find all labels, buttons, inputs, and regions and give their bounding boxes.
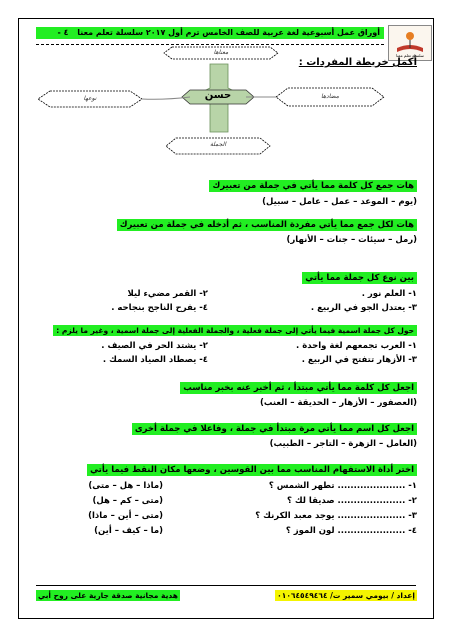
exercise-7-options-2: (متى – كم – هل) <box>92 496 163 506</box>
exercise-6-instruction: اجعل كل اسم مما يأتي مرة مبتدأ في جملة ، وفاعلا في جملة أخرى <box>132 423 417 435</box>
exercise-7-question-4: ٤- ..................... لون الموز ؟ <box>285 526 417 536</box>
map-label-top: معناها <box>213 49 229 56</box>
vocabulary-map <box>0 0 453 175</box>
map-label-bottom: الجملة <box>209 141 227 148</box>
footer-author: إعداد / بيومي سمير ت/ ٠١٠٦٤٥٤٩٤٦٤ <box>277 591 415 600</box>
exercise-7-question-3: ٣- ..................... يوجد معبد الكرنك ؟ <box>255 511 417 521</box>
exercise-7-options-3: (متى – أين – ماذا) <box>88 511 163 521</box>
exercise-3-item-1: ١- العلم نور . <box>361 289 417 299</box>
footer-dedication: هدية مجانية صدقة جارية على روح أبي <box>38 591 178 600</box>
footer-rule <box>36 585 416 586</box>
exercise-7-options-1: (ماذا – هل – متى) <box>88 481 163 491</box>
exercise-1-content: (يوم – الموعد – عمل – عامل – سبيل) <box>262 197 417 207</box>
exercise-7-options-4: (ما – كيف – أين) <box>94 526 163 536</box>
exercise-7-question-2: ٢- ..................... صديقا لك ؟ <box>286 496 417 506</box>
exercise-3-instruction: بين نوع كل جملة مما يأتي <box>302 272 417 284</box>
exercise-5-content: (العصفور – الأزهار – الحديقة – العنب) <box>260 398 417 408</box>
exercise-4-instruction: حول كل جملة اسمية فيما يأتي إلى جملة فعلية ، والجملة الفعلية إلى جملة اسمية ، وغير ما يلزم : <box>53 325 417 336</box>
exercise-4-item-1: ١- العرب تجمعهم لغة واحدة . <box>296 341 417 351</box>
header-title-text: أوراق عمل أسبوعية لغة عربية للصف الخامس ترم أول ٢٠١٧ سلسلة تعلم معنا <box>77 28 380 37</box>
map-title: أكمل خريطة المفردات : <box>298 57 417 68</box>
exercise-7-instruction: اختر أداة الاستفهام المناسب مما بين القوسين ، وضعها مكان النقط فيما يأتي <box>87 464 417 476</box>
exercise-5-instruction: اجعل كل كلمة مما يأتي مبتدأ ، ثم أخبر عنه بخبر مناسب <box>180 382 417 394</box>
header-page-num: ٤ - <box>57 28 69 37</box>
map-label-left: نوعها <box>83 95 97 102</box>
exercise-1-instruction: هات جمع كل كلمة مما يأتي في جملة من تعبيرك <box>209 180 417 192</box>
map-label-center: حسن <box>204 90 232 101</box>
exercise-2-content: (رمل – سيئات – جنات – الأنهار) <box>286 235 417 245</box>
exercise-7-question-1: ١- ..................... تطهر الشمس ؟ <box>268 481 417 491</box>
exercise-4-item-4: ٤- يصطاد الصياد السمك . <box>102 355 208 365</box>
exercise-4-item-2: ٢- يشتد الحر في الصيف . <box>101 341 208 351</box>
exercise-2-instruction: هات لكل جمع مما يأتي مفردة المناسب ، ثم أدخله في جملة من تعبيرك <box>117 219 417 231</box>
exercise-3-item-3: ٣- يعتدل الجو في الربيع . <box>310 303 417 313</box>
exercise-3-item-4: ٤- يفرح الناجح بنجاحه . <box>111 303 208 313</box>
exercise-4-item-3: ٣- الأزهار تتفتح في الربيع . <box>301 355 417 365</box>
exercise-3-item-2: ٢- القمر مضيء ليلا <box>127 289 208 299</box>
map-branch-left <box>142 97 190 99</box>
map-label-right: مضادها <box>321 93 339 100</box>
logo-text: سلسلة تعلم معنا <box>396 53 424 58</box>
exercise-6-content: (العامل – الزهرة – التاجر – الطبيب) <box>269 439 417 449</box>
